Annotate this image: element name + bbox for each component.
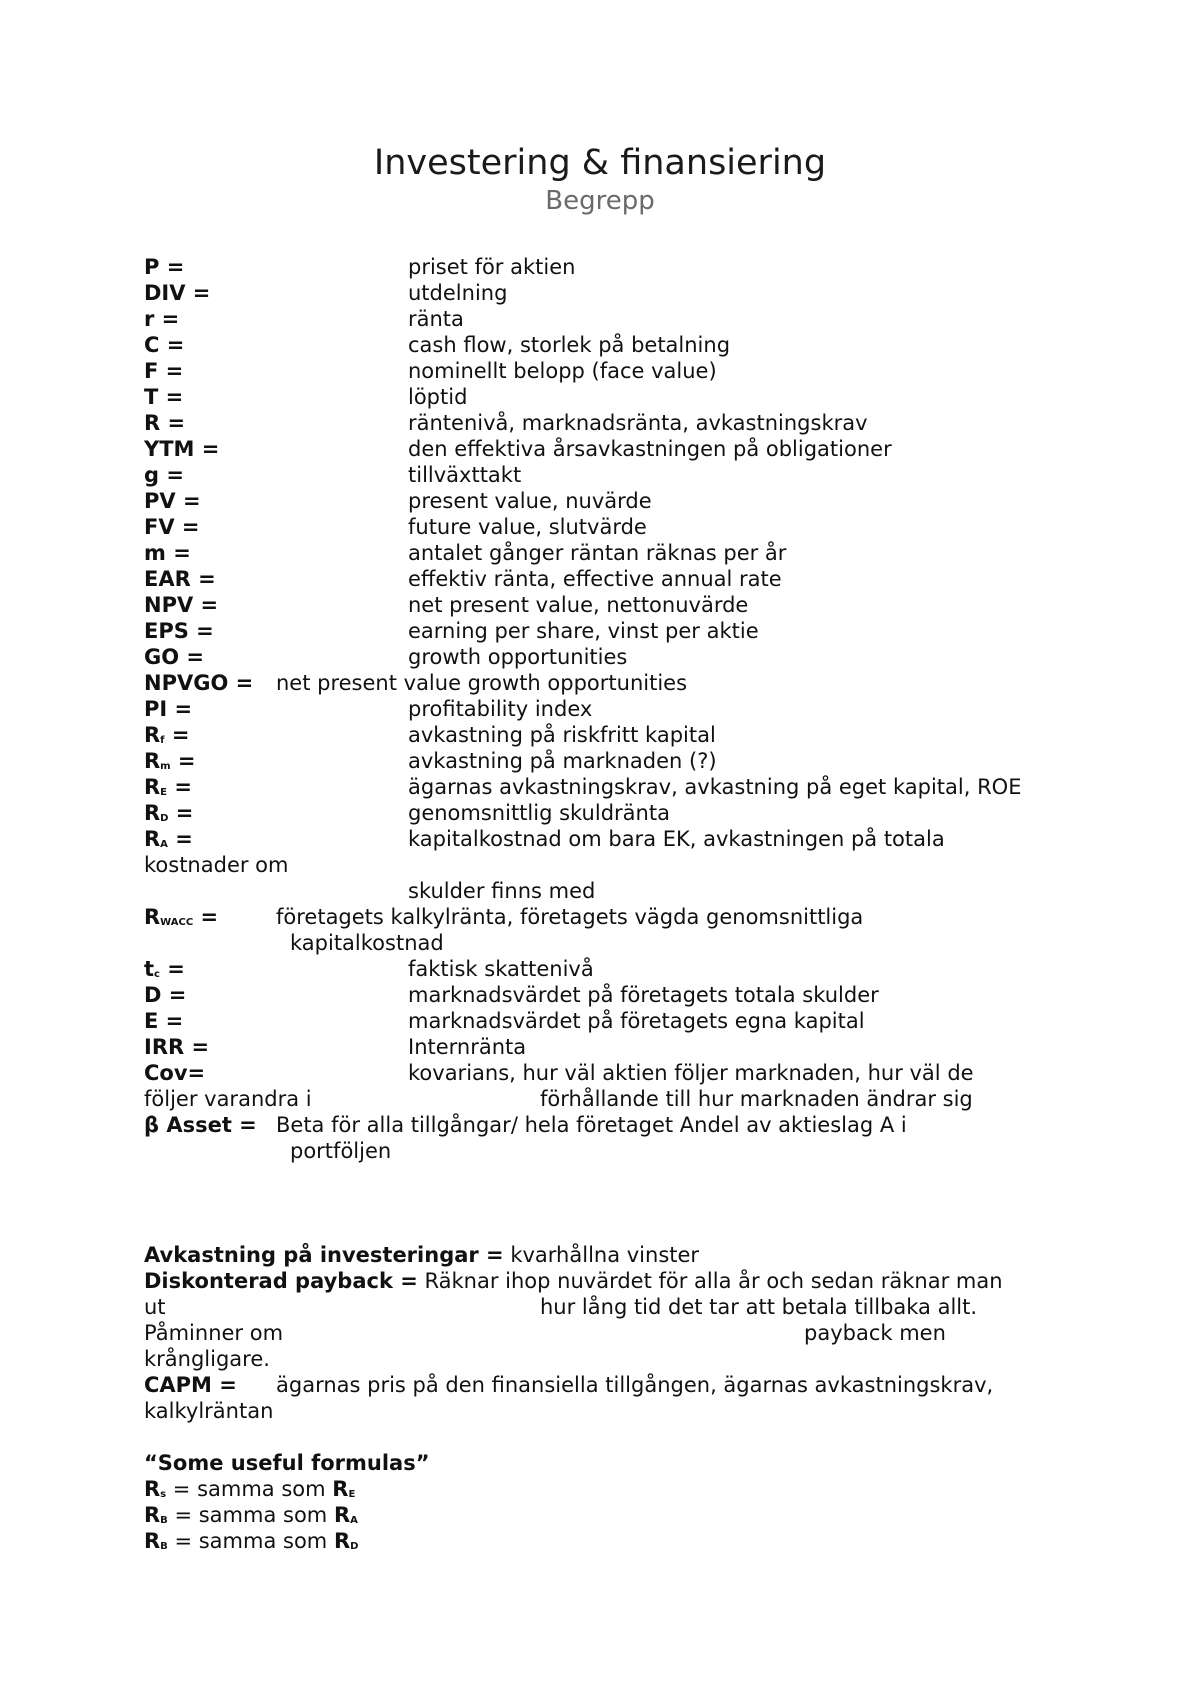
- formula-row: [144, 1528, 1074, 1554]
- definition-row-7: [144, 436, 1074, 462]
- document-subtitle: Begrepp: [545, 186, 655, 216]
- definition-text: löptid: [408, 385, 468, 409]
- definition-row-b-0: [144, 956, 1074, 982]
- definition-text: ränta: [408, 307, 464, 331]
- paragraph-capm: [144, 1372, 1074, 1398]
- definition-continuation: [144, 1086, 1074, 1112]
- definition-term: EPS =: [144, 619, 214, 643]
- definition-text: den effektiva årsavkastningen på obligationer: [408, 437, 892, 461]
- definition-text: ägarnas avkastningskrav, avkastning på eget kapital, ROE: [408, 775, 1022, 799]
- definition-text: förhållande till hur marknaden ändrar sig: [540, 1087, 973, 1111]
- formula-row: [144, 1502, 1074, 1528]
- definition-term: r =: [144, 307, 180, 331]
- formula-rhs: $R_D$: [333, 1529, 359, 1553]
- definition-term: FV =: [144, 515, 200, 539]
- paragraph-line: kalkylräntan: [144, 1399, 274, 1423]
- definition-term: EAR =: [144, 567, 216, 591]
- definition-row-19: [144, 748, 1074, 774]
- definition-text: growth opportunities: [408, 645, 628, 669]
- definition-text: Internränta: [408, 1035, 527, 1059]
- formulas-heading-text: “Some useful formulas”: [144, 1451, 430, 1475]
- definition-text: avkastning på riskfritt kapital: [408, 723, 716, 747]
- definition-term: PI =: [144, 697, 193, 721]
- definition-row-8: [144, 462, 1074, 488]
- definition-text: räntenivå, marknadsränta, avkastningskrav: [408, 411, 868, 435]
- formula-text: = samma som: [166, 1477, 333, 1501]
- definition-row-17: [144, 696, 1074, 722]
- definition-text: nominellt belopp (face value): [408, 359, 717, 383]
- definition-text: skulder finns med: [408, 879, 596, 903]
- definition-term: NPV =: [144, 593, 219, 617]
- formula-lhs: $R_B$: [144, 1529, 168, 1553]
- definition-text: genomsnittlig skuldränta: [408, 801, 670, 825]
- definition-term: D =: [144, 983, 187, 1007]
- definition-row-15: [144, 644, 1074, 670]
- definition-text: profitability index: [408, 697, 593, 721]
- paragraph-line: [144, 1320, 1074, 1346]
- definition-row-b-1: [144, 982, 1074, 1008]
- paragraph-term: CAPM =: [144, 1373, 237, 1397]
- formula-text: = samma som: [167, 1503, 334, 1527]
- definition-text: kostnader om: [144, 853, 289, 877]
- definition-continuation: [144, 930, 1074, 956]
- definition-text: earning per share, vinst per aktie: [408, 619, 759, 643]
- definition-term: $R_E$ =: [144, 775, 192, 799]
- paragraph-term: Diskonterad payback =: [144, 1269, 418, 1293]
- definition-term: NPVGO =: [144, 671, 254, 695]
- paragraph-line: [144, 1294, 1074, 1320]
- definition-row-12: [144, 566, 1074, 592]
- formula-rhs: $R_E$: [332, 1477, 356, 1501]
- document-body: [144, 254, 1074, 1554]
- definition-term: F =: [144, 359, 184, 383]
- definition-text: marknadsvärdet på företagets totala skulder: [408, 983, 879, 1007]
- definition-row-beta: [144, 1112, 1074, 1138]
- definition-row-21: [144, 800, 1074, 826]
- definition-text: kovarians, hur väl aktien följer marknaden, hur väl de: [408, 1061, 974, 1085]
- paragraph-line: krångligare.: [144, 1347, 270, 1371]
- definition-row-b-2: [144, 1008, 1074, 1034]
- paragraph-text: ägarnas pris på den finansiella tillgången, ägarnas avkastningskrav,: [276, 1373, 994, 1397]
- definition-row-1: [144, 280, 1074, 306]
- paragraph-text: ut: [144, 1295, 166, 1319]
- definition-term: C =: [144, 333, 185, 357]
- definition-term: β Asset =: [144, 1113, 257, 1137]
- definition-text: tillväxttakt: [408, 463, 522, 487]
- definition-term: $R_A$ =: [144, 827, 193, 851]
- definition-text: kapitalkostnad: [290, 931, 444, 955]
- definition-term: DIV =: [144, 281, 211, 305]
- definition-row-11: [144, 540, 1074, 566]
- paragraph-text: kvarhållna vinster: [503, 1243, 700, 1267]
- definition-term: Cov=: [144, 1061, 206, 1085]
- definition-text: present value, nuvärde: [408, 489, 652, 513]
- definition-term: $R_{WACC}$ =: [144, 905, 219, 929]
- formulas-heading: [144, 1450, 1074, 1476]
- paragraph-avkastning: [144, 1242, 1074, 1268]
- paragraph-text: Räknar ihop nuvärdet för alla år och sedan räknar man: [417, 1269, 1003, 1293]
- definition-row-ra: [144, 826, 1074, 852]
- definition-row-rwacc: [144, 904, 1074, 930]
- definition-row-5: [144, 384, 1074, 410]
- definition-term: E =: [144, 1009, 184, 1033]
- formula-list: [144, 1476, 1074, 1554]
- definition-term: $R_m$ =: [144, 749, 196, 773]
- definition-term: PV =: [144, 489, 201, 513]
- definition-term: $R_f$ =: [144, 723, 190, 747]
- definition-continuation: [144, 852, 1074, 878]
- document-title: Investering & finansiering: [373, 143, 827, 183]
- definition-term: R =: [144, 411, 186, 435]
- definition-row-4: [144, 358, 1074, 384]
- definition-term: m =: [144, 541, 191, 565]
- paragraph-text: Påminner om: [144, 1321, 284, 1345]
- definition-text: cash flow, storlek på betalning: [408, 333, 731, 357]
- definition-row-3: [144, 332, 1074, 358]
- definition-text: Beta för alla tillgångar/ hela företaget Andel av aktieslag A i: [276, 1113, 907, 1137]
- definition-text: effektiv ränta, effective annual rate: [408, 567, 782, 591]
- formula-lhs: $R_B$: [144, 1503, 168, 1527]
- paragraph-text: payback men: [804, 1321, 946, 1345]
- definition-list: [144, 254, 1074, 826]
- definition-row-16: [144, 670, 1074, 696]
- definition-continuation: [144, 878, 1074, 904]
- formula-rhs: $R_A$: [333, 1503, 358, 1527]
- definition-text: portföljen: [290, 1139, 392, 1163]
- paragraph-payback: [144, 1268, 1074, 1294]
- definition-text: net present value growth opportunities: [276, 671, 688, 695]
- definition-row-20: [144, 774, 1074, 800]
- definition-text: net present value, nettonuvärde: [408, 593, 749, 617]
- definition-term: $R_D$ =: [144, 801, 194, 825]
- definition-row-0: [144, 254, 1074, 280]
- definition-term: $t_c$ =: [144, 957, 185, 981]
- definition-text: marknadsvärdet på företagets egna kapital: [408, 1009, 865, 1033]
- definition-row-6: [144, 410, 1074, 436]
- definition-continuation: [144, 1138, 1074, 1164]
- definition-term: GO =: [144, 645, 204, 669]
- spacer: [144, 1424, 1074, 1450]
- formula-row: [144, 1476, 1074, 1502]
- definition-row-18: [144, 722, 1074, 748]
- definition-row-9: [144, 488, 1074, 514]
- definition-term: YTM =: [144, 437, 220, 461]
- definition-text: faktisk skattenivå: [408, 957, 594, 981]
- definition-term: g =: [144, 463, 184, 487]
- paragraph-text: hur lång tid det tar att betala tillbaka allt.: [540, 1295, 978, 1319]
- definition-row-b-3: [144, 1034, 1074, 1060]
- definition-text: kapitalkostnad om bara EK, avkastningen på totala: [408, 827, 945, 851]
- definition-text: avkastning på marknaden (?): [408, 749, 717, 773]
- definition-row-2: [144, 306, 1074, 332]
- definition-term: IRR =: [144, 1035, 210, 1059]
- definition-text: utdelning: [408, 281, 508, 305]
- formula-text: = samma som: [167, 1529, 334, 1553]
- formula-lhs: $R_s$: [144, 1477, 167, 1501]
- definition-row-cov: [144, 1060, 1074, 1086]
- definition-text: följer varandra i: [144, 1087, 312, 1111]
- definition-row-10: [144, 514, 1074, 540]
- definition-row-14: [144, 618, 1074, 644]
- definition-text: priset för aktien: [408, 255, 576, 279]
- definition-term: P =: [144, 255, 185, 279]
- spacer: [144, 1164, 1074, 1242]
- definition-text: future value, slutvärde: [408, 515, 647, 539]
- definition-list: [144, 956, 1074, 1060]
- paragraph-term: Avkastning på investeringar =: [144, 1243, 504, 1267]
- definition-term: T =: [144, 385, 184, 409]
- definition-text: företagets kalkylränta, företagets vägda genomsnittliga: [276, 905, 864, 929]
- definition-text: antalet gånger räntan räknas per år: [408, 541, 787, 565]
- definition-row-13: [144, 592, 1074, 618]
